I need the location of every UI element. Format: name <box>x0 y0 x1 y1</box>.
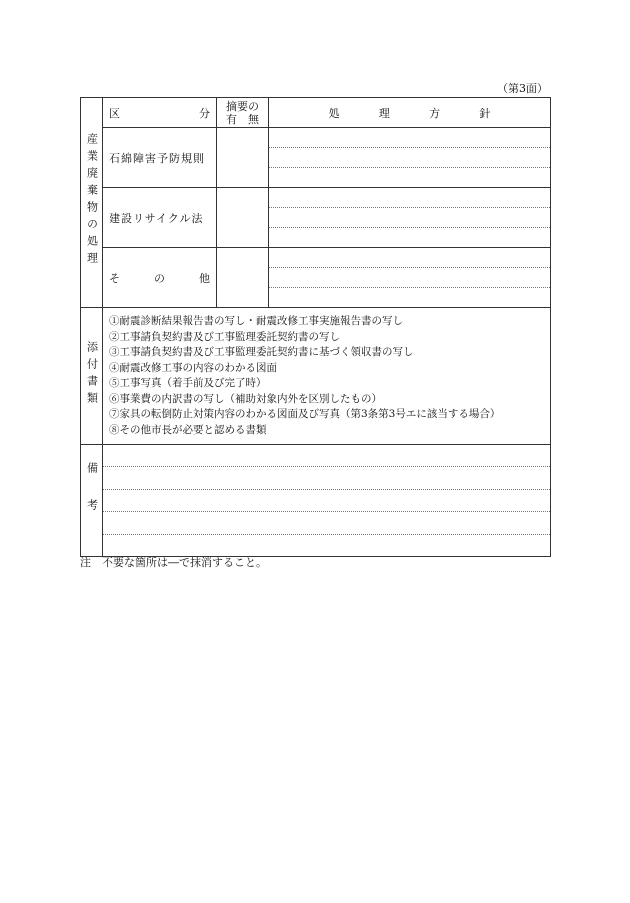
header-policy-char: 針 <box>479 106 491 120</box>
attachment-item: ①耐震診断結果報告書の写し・耐震改修工事実施報告書の写し <box>109 315 403 327</box>
attachment-item: ②工事請負契約書及び工事監理委託契約書の写し <box>109 330 340 343</box>
attachments-label: 添付書類 <box>85 340 99 409</box>
attachment-item: ⑤工事写真（着手前及び完了時） <box>109 377 267 389</box>
header-policy-char: 処 <box>328 106 340 120</box>
waste-row-label-part: そ <box>109 271 120 285</box>
attachments-list <box>103 308 550 444</box>
waste-row-label-cell <box>103 248 217 308</box>
remarks-row <box>81 445 551 557</box>
attachment-item: ③工事請負契約書及び工事監理委託契約書に基づく領収書の写し <box>109 346 414 358</box>
remarks-label: 備考 <box>85 462 99 536</box>
header-presence-line: 有 無 <box>226 112 259 126</box>
presence-input-cell[interactable] <box>217 188 269 248</box>
policy-input-cell[interactable] <box>269 188 551 248</box>
presence-input-cell[interactable] <box>217 248 269 308</box>
header-presence-cell <box>217 98 269 128</box>
waste-row-label-cell <box>103 188 217 248</box>
header-category-part: 分 <box>199 106 210 120</box>
page-label: （第3面） <box>497 82 548 95</box>
waste-section-label: 産業廃棄物の処理 <box>85 133 99 269</box>
header-row <box>81 98 551 128</box>
attachment-item: ⑦家具の転倒防止対策内容のわかる図面及び写真（第3条第3号エに該当する場合） <box>109 408 501 420</box>
presence-input-cell[interactable] <box>217 128 269 188</box>
policy-input-cell[interactable] <box>269 248 551 308</box>
attachment-item: ⑧その他市長が必要と認める書類 <box>109 423 267 436</box>
waste-row-label-part: の <box>154 271 165 285</box>
waste-row-label: 石綿障害予防規則 <box>109 151 205 165</box>
attachments-row <box>81 308 551 445</box>
waste-section-side <box>81 98 103 308</box>
policy-input-cell[interactable] <box>269 128 551 188</box>
remarks-input-cell[interactable] <box>103 445 551 557</box>
header-presence-line: 摘要の <box>226 99 259 113</box>
attachment-item: ④耐震改修工事の内容のわかる図面 <box>109 361 277 374</box>
header-category-part: 区 <box>109 106 120 120</box>
waste-row-label-part: 他 <box>199 271 210 285</box>
waste-row-label: 建設リサイクル法 <box>109 211 204 225</box>
waste-row-label-cell <box>103 128 217 188</box>
waste-row-asbestos <box>81 128 551 188</box>
waste-row-other <box>81 248 551 308</box>
waste-row-recycling <box>81 188 551 248</box>
header-policy-char: 方 <box>429 106 441 120</box>
footnote: 注 不要な箇所は―で抹消すること。 <box>80 556 267 569</box>
header-policy-cell <box>269 98 551 128</box>
attachment-item: ⑥事業費の内訳書の写し（補助対象内外を区別したもの） <box>109 392 382 405</box>
header-policy-char: 理 <box>378 106 390 120</box>
attachments-list-cell <box>103 308 551 445</box>
disposal-form-table <box>80 97 551 557</box>
remarks-side <box>81 445 103 557</box>
header-category-cell <box>103 98 217 128</box>
attachments-side <box>81 308 103 445</box>
